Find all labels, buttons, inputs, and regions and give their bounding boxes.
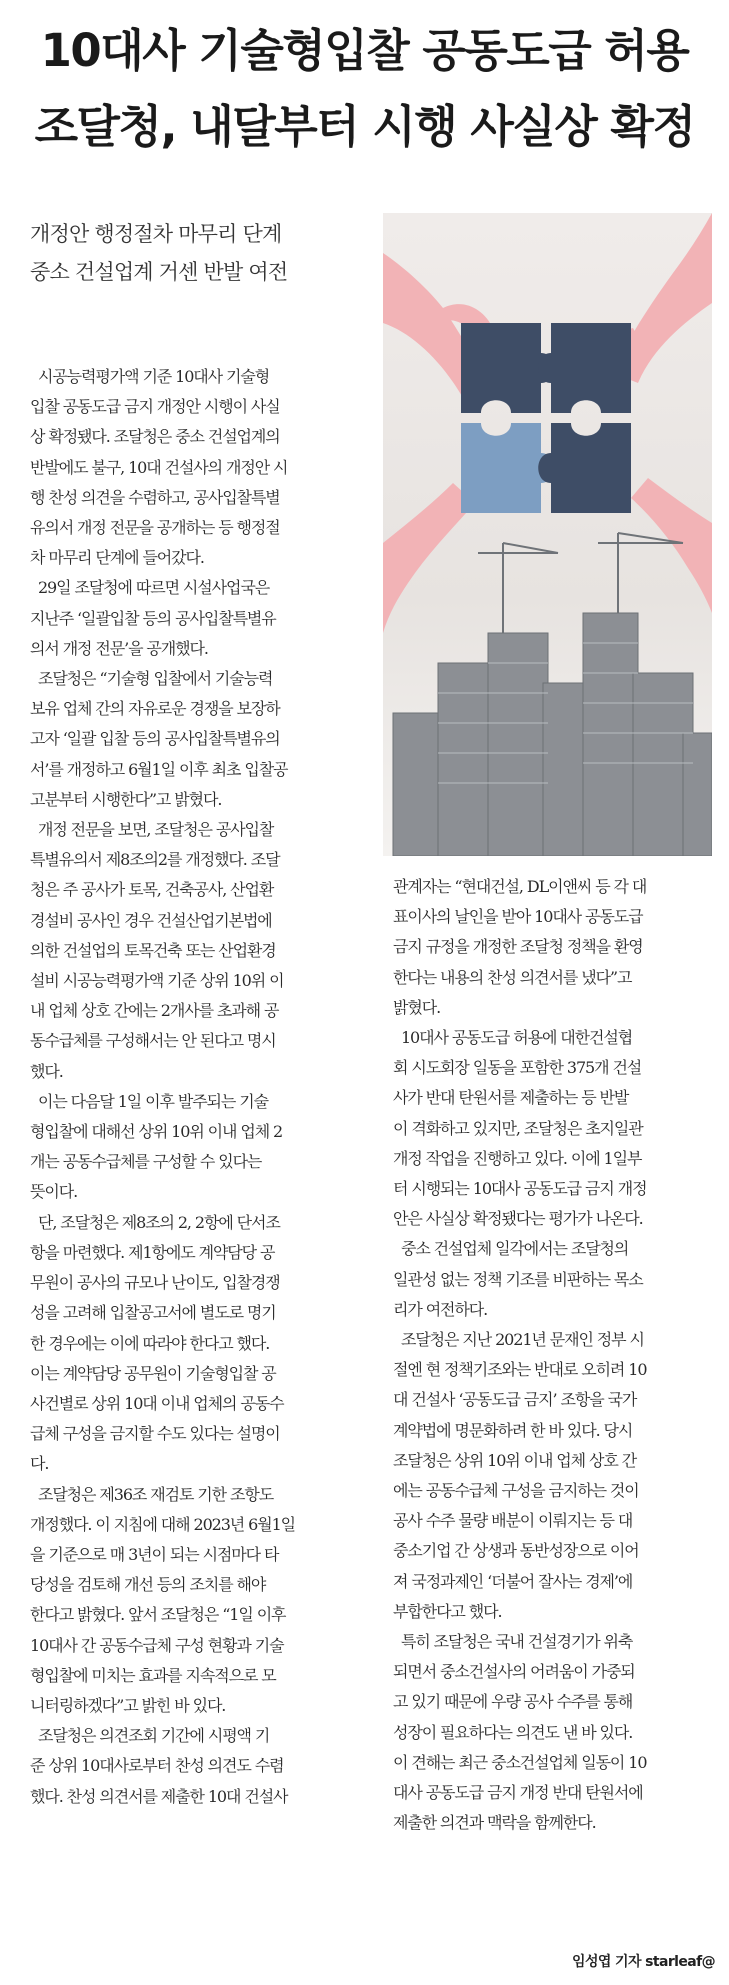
body-line: 조달청은 “기술형 입찰에서 기술능력 xyxy=(30,669,273,689)
subheadline-line-1: 개정안 행정절차 마무리 단계 xyxy=(30,222,282,246)
body-line: 공사 수주 물량 배분이 이뤄지는 등 대 xyxy=(393,1511,633,1531)
body-line: 특별유의서 제8조의2를 개정했다. 조달 xyxy=(30,850,280,870)
headline-line-1: 10대사 기술형입찰 공동도급 허용 xyxy=(40,24,689,77)
body-line: 특히 조달청은 국내 건설경기가 위축 xyxy=(393,1632,633,1652)
body-line: 에는 공동수급체 구성을 금지하는 것이 xyxy=(393,1481,639,1501)
body-line: 반발에도 불구, 10대 건설사의 개정안 시 xyxy=(30,457,288,477)
body-line: 부합한다고 했다. xyxy=(393,1601,502,1621)
body-line: 니터링하겠다”고 밝힌 바 있다. xyxy=(30,1695,226,1715)
body-line: 고분부터 시행한다”고 밝혔다. xyxy=(30,789,222,809)
body-line: 설비 시공능력평가액 기준 상위 10위 이 xyxy=(30,971,284,991)
body-line: 한다고 밝혔다. 앞서 조달청은 “1일 이후 xyxy=(30,1605,286,1625)
body-line: 져 국정과제인 ‘더불어 잘사는 경제’에 xyxy=(393,1571,633,1591)
body-line: 조달청은 상위 10위 이내 업체 상호 간 xyxy=(393,1450,637,1470)
body-line: 성을 고려해 입찰공고서에 별도로 명기 xyxy=(30,1303,276,1323)
article-body-left-column xyxy=(30,362,372,1812)
body-line: 중소기업 간 상생과 동반성장으로 이어 xyxy=(393,1541,639,1561)
body-line: 한다는 내용의 찬성 의견서를 냈다”고 xyxy=(393,967,632,987)
body-line: 단, 조달청은 제8조의 2, 2항에 단서조 xyxy=(30,1212,280,1232)
body-line: 형입찰에 미치는 효과를 지속적으로 모 xyxy=(30,1665,276,1685)
body-line: 10대사 간 공동수급체 구성 현황과 기술 xyxy=(30,1635,284,1655)
byline: 임성엽 기자 starleaf@ xyxy=(572,1954,715,1970)
body-line: 터 시행되는 10대사 공동도급 금지 개정 xyxy=(393,1179,647,1199)
body-line: 제출한 의견과 맥락을 함께한다. xyxy=(393,1813,596,1833)
body-line: 형입찰에 대해선 상위 10위 이내 업체 2 xyxy=(30,1122,283,1142)
body-line: 표이사의 날인을 받아 10대사 공동도급 xyxy=(393,907,643,927)
body-line: 성장이 필요하다는 의견도 낸 바 있다. xyxy=(393,1722,633,1742)
body-line: 회 시도회장 일동을 포함한 375개 건설 xyxy=(393,1058,642,1078)
body-line: 안은 사실상 확정됐다는 평가가 나온다. xyxy=(393,1209,643,1229)
body-line: 항을 마련했다. 제1항에도 계약담당 공 xyxy=(30,1242,275,1262)
body-line: 절엔 현 정책기조와는 반대로 오히려 10 xyxy=(393,1360,647,1380)
body-line: 일관성 없는 정책 기조를 비판하는 목소 xyxy=(393,1269,643,1289)
body-line: 조달청은 지난 2021년 문재인 정부 시 xyxy=(393,1330,644,1350)
body-line: 개정 전문을 보면, 조달청은 공사입찰 xyxy=(30,820,274,840)
body-line: 경설비 공사인 경우 건설산업기본법에 xyxy=(30,910,272,930)
body-line: 의서 개정 전문’을 공개했다. xyxy=(30,638,208,658)
headline-line-2: 조달청, 내달부터 시행 사실상 확정 xyxy=(34,100,695,153)
body-line: 개는 공동수급체를 구성할 수 있다는 xyxy=(30,1152,262,1172)
body-line: 했다. 찬성 의견서를 제출한 10대 건설사 xyxy=(30,1786,288,1806)
body-line: 청은 주 공사가 토목, 건축공사, 산업환 xyxy=(30,880,274,900)
article-body-right-column xyxy=(393,872,711,1839)
body-line: 조달청은 제36조 재검토 기한 조항도 xyxy=(30,1484,274,1504)
body-line: 대 건설사 ‘공동도급 금지’ 조항을 국가 xyxy=(393,1390,637,1410)
illustration-svg xyxy=(383,213,712,856)
subheadline-line-2: 중소 건설업계 거센 반발 여전 xyxy=(30,260,288,284)
body-line: 이 격화하고 있지만, 조달청은 초지일관 xyxy=(393,1118,643,1138)
body-line: 입찰 공동도급 금지 개정안 시행이 사실 xyxy=(30,397,280,417)
body-line: 대사 공동도급 금지 개정 반대 탄원서에 xyxy=(393,1783,643,1803)
body-line: 금지 규정을 개정한 조달청 정책을 환영 xyxy=(393,937,643,957)
body-line: 리가 여전하다. xyxy=(393,1299,488,1319)
body-line: 사건별로 상위 10대 이내 업체의 공동수 xyxy=(30,1393,284,1413)
body-line: 뜻이다. xyxy=(30,1182,78,1202)
body-line: 다. xyxy=(30,1454,49,1474)
body-line: 당성을 검토해 개선 등의 조치를 해야 xyxy=(30,1575,266,1595)
body-line: 상 확정됐다. 조달청은 중소 건설업계의 xyxy=(30,427,280,447)
body-line: 보유 업체 간의 자유로운 경쟁을 보장하 xyxy=(30,699,280,719)
body-line: 준 상위 10대사로부터 찬성 의견도 수렴 xyxy=(30,1756,284,1776)
body-line: 한 경우에는 이에 따라야 한다고 했다. xyxy=(30,1333,270,1353)
body-line: 유의서 개정 전문을 공개하는 등 행정절 xyxy=(30,518,280,538)
body-line: 조달청은 의견조회 기간에 시평액 기 xyxy=(30,1726,270,1746)
body-line: 내 업체 상호 간에는 2개사를 초과해 공 xyxy=(30,1001,279,1021)
body-line: 고 있기 때문에 우량 공사 수주를 통해 xyxy=(393,1692,633,1712)
body-line: 29일 조달청에 따르면 시설사업국은 xyxy=(30,578,270,598)
body-line: 개정했다. 이 지침에 대해 2023년 6월1일 xyxy=(30,1514,296,1534)
body-line: 고자 ‘일괄 입찰 등의 공사입찰특별유의 xyxy=(30,729,280,749)
puzzle-hands-construction-illustration xyxy=(383,213,712,856)
body-line: 동수급체를 구성해서는 안 된다고 명시 xyxy=(30,1031,276,1051)
body-line: 이는 계약담당 공무원이 기술형입찰 공 xyxy=(30,1363,276,1383)
body-line: 급체 구성을 금지할 수도 있다는 설명이 xyxy=(30,1424,280,1444)
body-line: 중소 건설업체 일각에서는 조달청의 xyxy=(393,1239,629,1259)
body-line: 차 마무리 단계에 들어갔다. xyxy=(30,548,204,568)
body-line: 관계자는 “현대건설, DL이앤씨 등 각 대 xyxy=(393,877,647,896)
body-line: 의한 건설업의 토목건축 또는 산업환경 xyxy=(30,940,276,960)
body-line: 서’를 개정하고 6월1일 이후 최초 입찰공 xyxy=(30,759,288,779)
body-line: 사가 반대 탄원서를 제출하는 등 반발 xyxy=(393,1088,629,1108)
body-line: 되면서 중소건설사의 어려움이 가중되 xyxy=(393,1662,635,1682)
body-line: 10대사 공동도급 허용에 대한건설협 xyxy=(393,1028,633,1048)
body-line: 이 견해는 최근 중소건설업체 일동이 10 xyxy=(393,1752,647,1772)
body-line: 을 기준으로 매 3년이 되는 시점마다 타 xyxy=(30,1544,279,1564)
body-line: 시공능력평가액 기준 10대사 기술형 xyxy=(30,367,270,386)
body-line: 개정 작업을 진행하고 있다. 이에 1일부 xyxy=(393,1148,642,1168)
body-line: 무원이 공사의 규모나 난이도, 입찰경쟁 xyxy=(30,1273,280,1293)
body-line: 지난주 ‘일괄입찰 등의 공사입찰특별유 xyxy=(30,608,276,628)
body-line: 계약법에 명문화하려 한 바 있다. 당시 xyxy=(393,1420,633,1440)
body-line: 밝혔다. xyxy=(393,997,441,1017)
body-line: 행 찬성 의견을 수렴하고, 공사입찰특별 xyxy=(30,487,280,507)
body-line: 했다. xyxy=(30,1061,63,1081)
body-line: 이는 다음달 1일 이후 발주되는 기술 xyxy=(30,1091,268,1111)
